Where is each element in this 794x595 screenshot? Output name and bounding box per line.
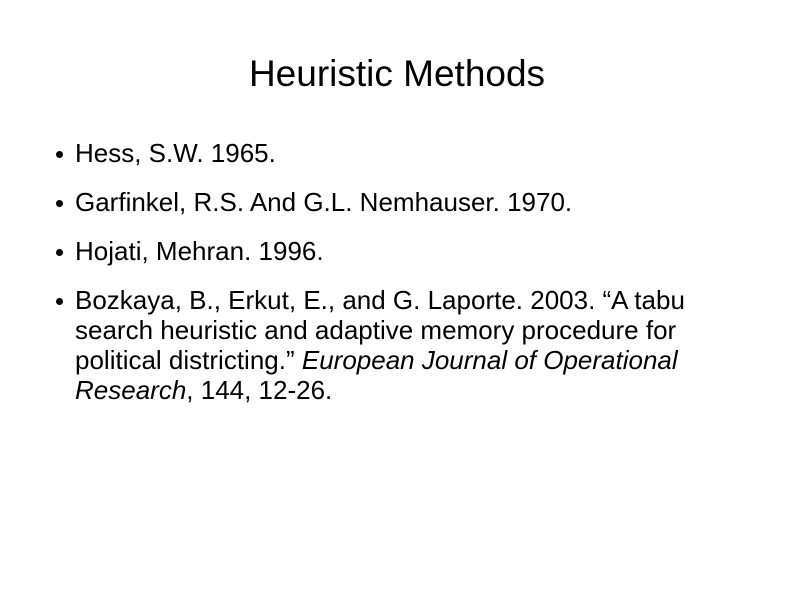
bullet-icon <box>56 151 63 158</box>
reference-list <box>56 138 746 424</box>
slide-title: Heuristic Methods <box>248 53 546 94</box>
bullet-icon <box>56 249 63 256</box>
reference-text: Hess, S.W. 1965. <box>75 138 276 168</box>
list-item <box>56 236 746 266</box>
reference-text: Hojati, Mehran. 1996. <box>75 236 324 266</box>
list-item <box>56 138 746 168</box>
reference-citation: Bozkaya, B., Erkut, E., and G. Laporte. 2003. “A tabu search heuristic and adaptive memory procedure for political districting.” <box>75 285 685 375</box>
bullet-icon <box>56 200 63 207</box>
list-item <box>56 187 746 217</box>
reference-text: Garfinkel, R.S. And G.L. Nemhauser. 1970. <box>75 187 573 217</box>
list-item <box>56 285 746 405</box>
reference-text <box>75 285 685 405</box>
journal-name: European Journal of Operational Research <box>75 345 678 405</box>
reference-pages: , 144, 12-26. <box>186 375 333 405</box>
bullet-icon <box>56 298 63 305</box>
